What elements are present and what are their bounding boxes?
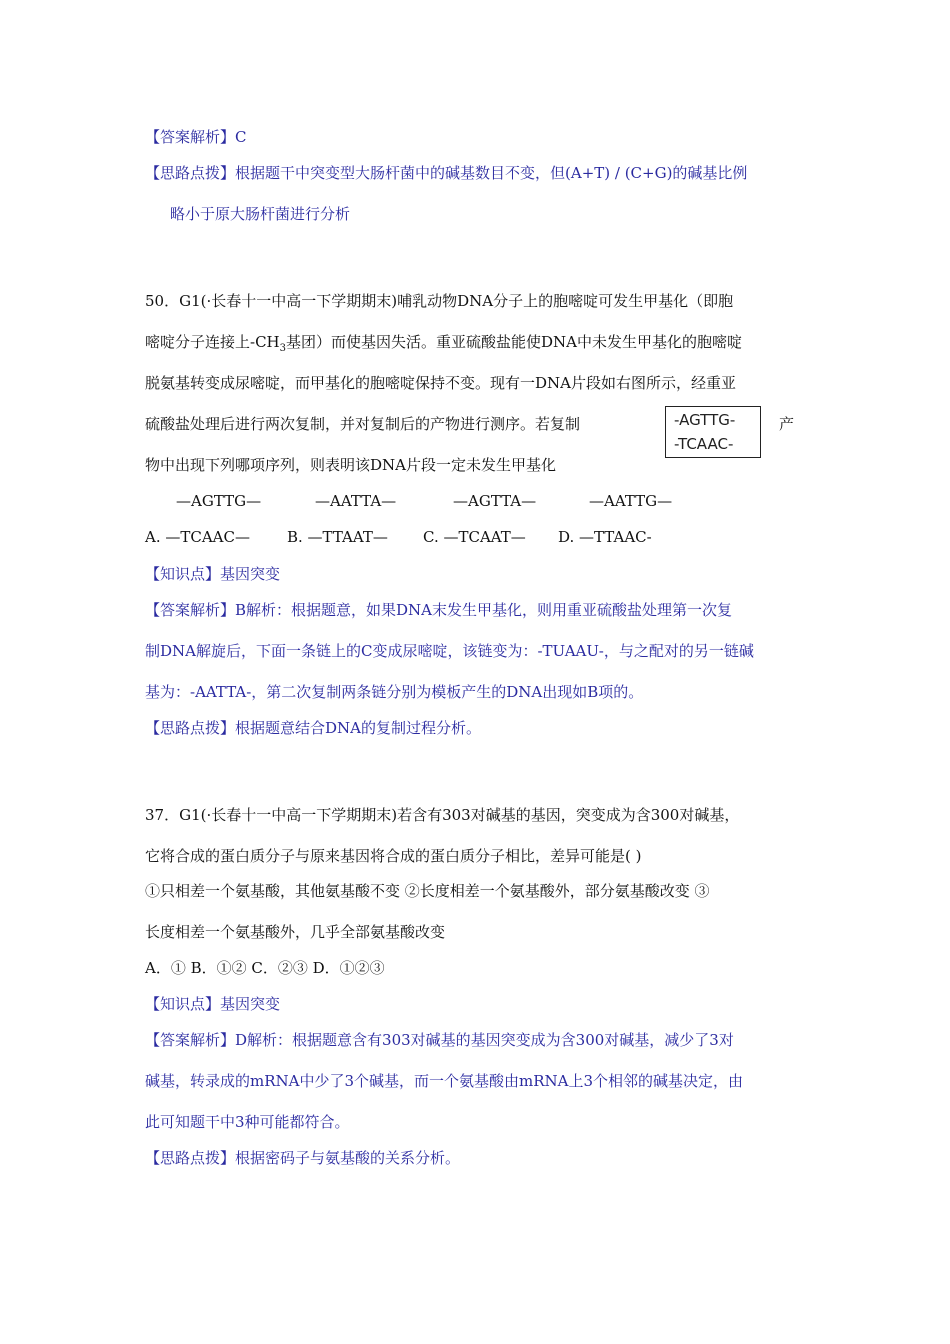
answer-choices: A．① B．①② C．②③ D．①②③ — [145, 959, 385, 977]
hint-line: 【思路点拨】根据题干中突变型大肠杆菌中的碱基数目不变，但(A+T) / (C+G)的碱基比例 — [145, 164, 748, 182]
subscript: 3 — [279, 343, 287, 354]
text-fragment: 基团）而使基因失活。重亚硫酸盐能使DNA中未发生甲基化的胞嘧啶 — [286, 333, 743, 351]
question-text: 物中出现下列哪项序列，则表明该DNA片段一定未发生甲基化 — [145, 456, 556, 474]
option-b-top: —AATTA— — [315, 492, 397, 510]
answer-analysis: 【答案解析】B解析：根据题意，如果DNA末发生甲基化，则用重亚硫酸盐处理第一次复 — [145, 601, 733, 619]
option-c-top: —AGTTA— — [453, 492, 537, 510]
hint-line: 【思路点拨】根据题意结合DNA的复制过程分析。 — [145, 719, 481, 737]
answer-analysis: 【答案解析】D解析：根据题意含有303对碱基的基因突变成为含300对碱基，减少了3对 — [145, 1031, 734, 1049]
question-text: 它将合成的蛋白质分子与原来基因将合成的蛋白质分子相比，差异可能是( ) — [145, 847, 642, 865]
question-text: ①只相差一个氨基酸，其他氨基酸不变 ②长度相差一个氨基酸外，部分氨基酸改变 ③ — [145, 882, 710, 900]
answer-analysis: 碱基，转录成的mRNA中少了3个碱基，而一个氨基酸由mRNA上3个相邻的碱基决定，由 — [145, 1072, 744, 1090]
question-text: 长度相差一个氨基酸外，几乎全部氨基酸改变 — [145, 923, 446, 941]
option-d-top: —AATTG— — [589, 492, 673, 510]
option-c: C. —TCAAT— — [423, 528, 526, 546]
answer-analysis: 此可知题干中3种可能都符合。 — [145, 1113, 350, 1131]
knowledge-point: 【知识点】基因突变 — [145, 995, 281, 1013]
dna-strand-bottom: -TCAAC- — [674, 435, 734, 453]
option-a-top: —AGTTG— — [176, 492, 262, 510]
question-text: 脱氨基转变成尿嘧啶，而甲基化的胞嘧啶保持不变。现有一DNA片段如右图所示，经重亚 — [145, 374, 736, 392]
option-b: B. —TTAAT— — [287, 528, 388, 546]
answer-analysis: 制DNA解旋后，下面一条链上的C变成尿嘧啶，该链变为：-TUAAU-，与之配对的另一链碱 — [145, 642, 754, 660]
option-d: D. —TTAAC- — [558, 528, 652, 546]
question-text: 50．G1(·长春十一中高一下学期期末)哺乳动物DNA分子上的胞嘧啶可发生甲基化（即胞 — [145, 292, 734, 310]
hint-line: 【思路点拨】根据密码子与氨基酸的关系分析。 — [145, 1149, 461, 1167]
answer-analysis: 基为：-AATTA-，第二次复制两条链分别为模板产生的DNA出现如B项的。 — [145, 683, 644, 701]
answer-analysis: 【答案解析】C — [145, 128, 247, 146]
dna-fragment-figure — [665, 406, 761, 458]
option-a: A. —TCAAC— — [145, 528, 250, 546]
question-text: 硫酸盐处理后进行两次复制，并对复制后的产物进行测序。若复制 — [145, 415, 581, 433]
text-fragment: 嘧啶分子连接上-CH — [145, 333, 280, 351]
question-text: 产 — [779, 415, 795, 433]
hint-line: 略小于原大肠杆菌进行分析 — [170, 205, 351, 223]
dna-strand-top: -AGTTG- — [674, 411, 736, 429]
question-text: 37．G1(·长春十一中高一下学期期末)若含有303对碱基的基因，突变成为含300对碱基， — [145, 806, 740, 824]
knowledge-point: 【知识点】基因突变 — [145, 565, 281, 583]
question-text — [145, 332, 742, 359]
